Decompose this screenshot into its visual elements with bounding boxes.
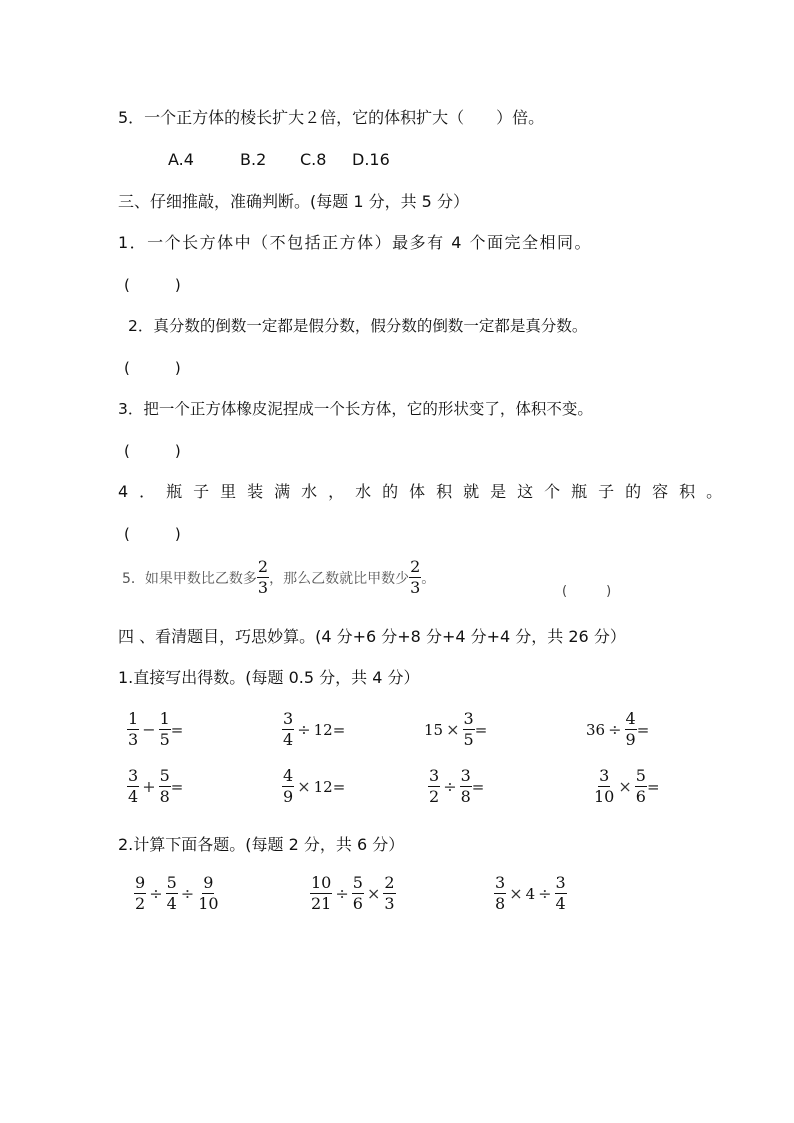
- calc-2-2: $\frac{4}{9}$ × 12 =: [283, 766, 346, 806]
- sub-question-1-title: 1.直接写出得数。(每题 0.5 分，共 4 分）: [118, 668, 420, 687]
- answer-paren-2: ( ): [124, 359, 181, 377]
- option-c: C.8: [300, 150, 327, 169]
- calc-3-2: $\frac{10}{21}$ ÷ $\frac{5}{6}$ × $\frac{2}{3}$: [311, 873, 395, 913]
- calc-1-1: $\frac{1}{3}$ − $\frac{1}{5}$ =: [128, 709, 184, 749]
- judge-item-5: [122, 558, 435, 597]
- judge-item-5-part-a: 5．如果甲数比乙数多: [122, 570, 257, 587]
- judge-item-3: 3．把一个正方体橡皮泥捏成一个长方体，它的形状变了，体积不变。: [118, 400, 593, 418]
- judge-item-2: 2．真分数的倒数一定都是假分数，假分数的倒数一定都是真分数。: [128, 317, 588, 335]
- option-d: D.16: [352, 150, 390, 169]
- calc-3-1: $\frac{9}{2}$ ÷ $\frac{5}{4}$ ÷ $\frac{9}{10}$: [135, 873, 219, 913]
- fraction: $\frac{2}{3}$: [410, 557, 421, 597]
- calc-3-3: $\frac{3}{8}$ × 4 ÷ $\frac{3}{4}$: [495, 873, 566, 913]
- section-4-title: 四 、看清题目，巧思妙算。(4 分+6 分+8 分+4 分+4 分，共 26 分）: [118, 627, 626, 646]
- question-5-text: 5．一个正方体的棱长扩大２倍，它的体积扩大（ ）倍。: [118, 108, 545, 127]
- judge-item-5-part-b: ，那么乙数就比甲数少: [269, 570, 410, 587]
- answer-paren-5: ( ): [562, 584, 612, 599]
- answer-paren-3: ( ): [124, 442, 181, 460]
- judge-item-1: 1．一个长方体中（不包括正方体）最多有 4 个面完全相同。: [118, 233, 593, 252]
- option-b: B.2: [240, 150, 267, 169]
- sub-question-2-title: 2.计算下面各题。(每题 2 分，共 6 分）: [118, 835, 405, 854]
- section-3-title: 三、仔细推敲，准确判断。(每题 1 分，共 5 分）: [118, 192, 469, 211]
- judge-item-4: 4．瓶子里装满水，水的体积就是这个瓶子的容积。: [118, 482, 734, 501]
- answer-paren-4: ( ): [124, 525, 181, 543]
- answer-paren-1: ( ): [124, 276, 181, 294]
- calc-1-4: 36 ÷ $\frac{4}{9}$ =: [586, 709, 650, 749]
- calc-1-3: 15 × $\frac{3}{5}$ =: [424, 709, 488, 749]
- calc-2-1: $\frac{3}{4}$ + $\frac{5}{8}$ =: [128, 766, 184, 806]
- judge-item-5-part-c: 。: [421, 570, 436, 587]
- fraction: $\frac{2}{3}$: [257, 557, 269, 597]
- calc-2-3: $\frac{3}{2}$ ÷ $\frac{3}{8}$ =: [429, 766, 485, 806]
- calc-1-2: $\frac{3}{4}$ ÷ 12 =: [283, 709, 346, 749]
- calc-2-4: $\frac{3}{10}$ × $\frac{5}{6}$ =: [594, 766, 660, 806]
- option-a: A.4: [168, 150, 194, 169]
